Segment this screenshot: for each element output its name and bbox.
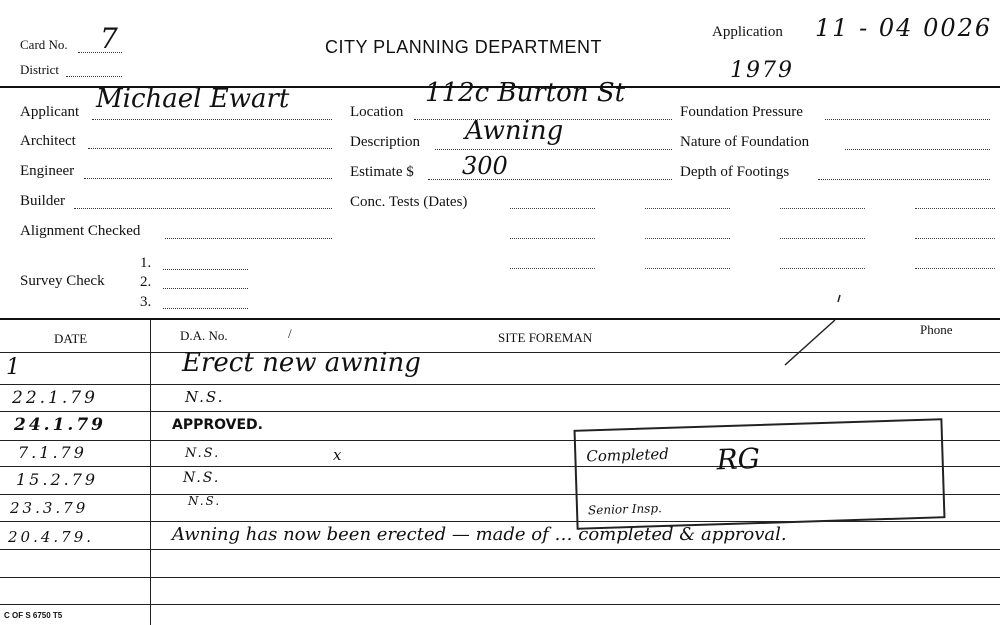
row-7-entry: Awning has now been erected — made of … completed & approval. — [172, 524, 787, 545]
da-no-header: D.A. No. — [180, 328, 228, 343]
conc-tests-label: Conc. Tests (Dates) — [350, 194, 468, 210]
location-value: 112c Burton St — [425, 78, 626, 108]
survey-check-label: Survey Check — [20, 273, 105, 289]
estimate-value: 300 — [462, 152, 508, 180]
application-number: 11 - 04 0026 — [815, 14, 993, 42]
survey-item-2: 2. — [140, 274, 152, 290]
date-column-divider — [150, 320, 151, 625]
row-3-date: 24.1.79 — [14, 415, 106, 435]
engineer-label: Engineer — [20, 163, 75, 179]
depth-of-footings-label: Depth of Footings — [680, 164, 790, 180]
row-1-date: 1 — [6, 355, 20, 380]
foundation-pressure-label: Foundation Pressure — [680, 104, 803, 120]
row-3-entry: APPROVED. — [172, 417, 263, 433]
row-4-entry: N.S. — [185, 446, 221, 461]
row-6-date: 23.3.79 — [10, 499, 89, 517]
stamp-signature: RG — [716, 441, 761, 477]
location-label: Location — [350, 104, 404, 120]
completion-stamp — [574, 418, 946, 530]
district-label: District — [20, 62, 59, 77]
description-label: Description — [350, 134, 420, 150]
form-code: C OF S 6750 T5 — [4, 611, 63, 620]
date-header: DATE — [54, 331, 88, 346]
estimate-label: Estimate $ — [350, 164, 414, 180]
alignment-checked-label: Alignment Checked — [20, 223, 141, 239]
survey-item-1: 1. — [140, 255, 152, 271]
phone-header: Phone — [920, 322, 953, 337]
card-no-value: 7 — [100, 22, 118, 55]
nature-of-foundation-label: Nature of Foundation — [680, 134, 810, 150]
row-2-date: 22.1.79 — [12, 388, 98, 408]
survey-item-3: 3. — [140, 294, 152, 310]
card-no-label: Card No. — [20, 37, 68, 52]
row-1-entry: Erect new awning — [182, 348, 421, 378]
row-7-date: 20.4.79. — [8, 528, 95, 546]
application-year: 1979 — [730, 58, 794, 83]
description-value: Awning — [465, 116, 564, 146]
row-6-entry: N.S. — [188, 494, 222, 508]
pen-stroke — [780, 290, 850, 370]
stamp-senior-text: Senior Insp. — [587, 501, 663, 518]
row-5-date: 15.2.79 — [16, 470, 99, 489]
application-label: Application — [712, 24, 783, 40]
site-foreman-header: SITE FOREMAN — [498, 330, 593, 345]
row-5-entry: N.S. — [183, 470, 221, 486]
applicant-value: Michael Ewart — [96, 84, 290, 114]
row-4-mark: x — [333, 446, 342, 464]
row-2-entry: N.S. — [185, 388, 225, 406]
page-title: CITY PLANNING DEPARTMENT — [325, 37, 603, 57]
architect-label: Architect — [20, 133, 76, 149]
row-4-date: 7.1.79 — [18, 443, 87, 462]
applicant-label: Applicant — [20, 104, 80, 120]
stamp-completed-text: Completed — [586, 444, 670, 466]
builder-label: Builder — [20, 193, 65, 209]
